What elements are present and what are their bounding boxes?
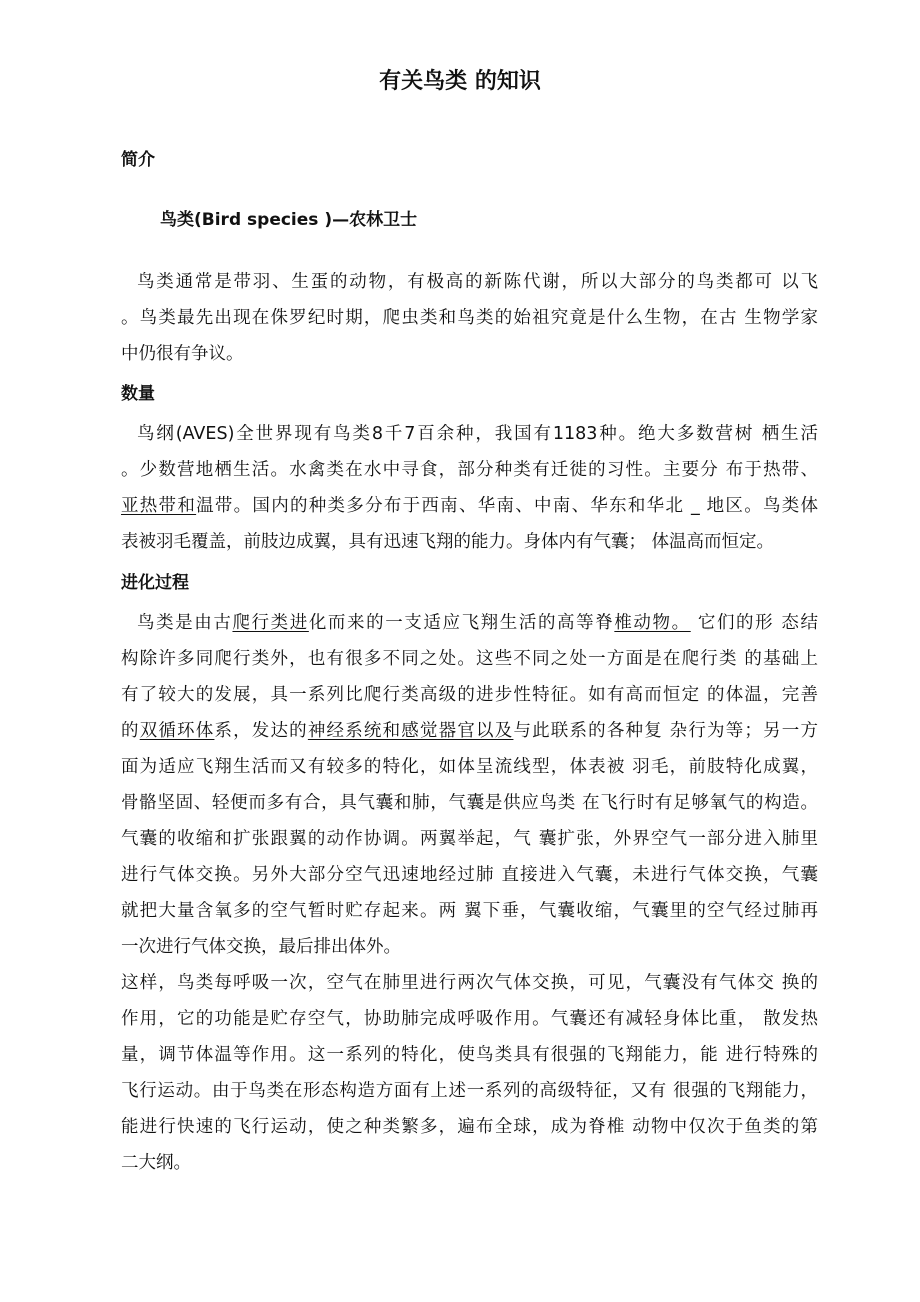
text-segment: 表被羽毛覆盖，前肢边成翼，具有迅速飞翔的能力。身体内有气囊； 体温高而恒定。 [121, 532, 775, 552]
text-segment: 系，发达的 [214, 721, 308, 741]
text-segment: 构除许多同爬行类外，也有很多不同之处。这些不同之处一方面是在爬行类 的基础上 [121, 649, 818, 669]
paragraph-line [121, 683, 818, 707]
text-segment: 这样，鸟类每呼吸一次，空气在肺里进行两次气体交换，可见，气囊没有气体交 换的 [121, 973, 818, 993]
text-segment: 鸟类通常是带羽、生蛋的动物，有极高的新陈代谢，所以大部分的鸟类都可 以飞 [137, 272, 818, 292]
text-segment: 一次进行气体交换，最后排出体外。 [121, 937, 401, 957]
paragraph-line [121, 1079, 818, 1103]
text-segment: 有了较大的发展，具一系列比爬行类高级的进步性特征。如有高而恒定 的体温，完善 [121, 685, 818, 705]
paragraph-line [121, 899, 818, 923]
text-segment: 。少数营地栖生活。水禽类在水中寻食，部分种类有迁徙的习性。主要分 布于热带、 [121, 460, 818, 480]
text-segment: 进行气体交换。另外大部分空气迅速地经过肺 直接进入气囊，未进行气体交换，气囊 [121, 865, 818, 885]
subtitle: 鸟类(Bird species )—农林卫士 [160, 210, 418, 230]
paragraph-line [121, 791, 818, 815]
paragraph-line [121, 1007, 818, 1031]
underlined-text: 双循环体 [139, 721, 215, 741]
paragraph-line [121, 530, 818, 554]
paragraph-line [121, 647, 818, 671]
heading-evolution: 进化过程 [121, 573, 189, 593]
document-title: 有关鸟类 的知识 [379, 69, 541, 94]
paragraph-line [121, 1043, 818, 1067]
text-segment: 就把大量含氧多的空气暂时贮存起来。两 翼下垂，气囊收缩，气囊里的空气经过肺再 [121, 901, 818, 921]
paragraph-line [121, 306, 818, 330]
paragraph-line [137, 611, 818, 635]
text-segment: 化而来的一支适应飞翔生活的高等脊 [308, 613, 615, 633]
underlined-text: 爬行类进 [232, 613, 309, 633]
underlined-text: 神经系统和感觉器官以及 [307, 721, 514, 741]
text-segment: 与此联系的各种复 杂行为等；另一方 [513, 721, 818, 741]
text-segment: 气囊的收缩和扩张跟翼的动作协调。两翼举起，气 囊扩张，外界空气一部分进入肺里 [121, 829, 818, 849]
paragraph-line [121, 342, 818, 366]
paragraph-line [121, 1151, 818, 1175]
text-segment: 飞行运动。由于鸟类在形态构造方面有上述一系列的高级特征，又有 很强的飞翔能力， [121, 1081, 818, 1101]
paragraph-line [121, 827, 818, 851]
paragraph-line [121, 971, 818, 995]
paragraph-line [137, 422, 818, 446]
text-segment: 温带。国内的种类多分布于西南、华南、中南、华东和华北 _ 地区。鸟类体 [196, 496, 819, 516]
paragraph-line [121, 458, 818, 482]
heading-intro: 简介 [121, 150, 155, 170]
underlined-text: 椎动物。 [614, 613, 691, 633]
paragraph-line [137, 270, 818, 294]
text-segment: 骨骼坚固、轻便而多有合，具气囊和肺，气囊是供应鸟类 在飞行时有足够氧气的构造。 [121, 793, 818, 813]
paragraph-line [121, 1115, 818, 1139]
paragraph-line [121, 755, 818, 779]
text-segment: 中仍很有争议。 [121, 344, 244, 364]
underlined-text: 亚热带和 [121, 496, 197, 516]
text-segment: 二大纲。 [121, 1153, 191, 1173]
text-segment: 面为适应飞翔生活而又有较多的特化，如体呈流线型，体表被 羽毛，前肢特化成翼， [121, 757, 818, 777]
text-segment: 它们的形 态结 [690, 613, 818, 633]
text-segment: 鸟类是由古 [137, 613, 233, 633]
paragraph-line [121, 719, 818, 743]
text-segment: 作用，它的功能是贮存空气，协助肺完成呼吸作用。气囊还有减轻身体比重， 散发热 [121, 1009, 818, 1029]
text-segment: 鸟纲(AVES)全世界现有鸟类8千7百余种，我国有1183种。绝大多数营树 栖生活 [137, 424, 818, 444]
text-segment: 能进行快速的飞行运动，使之种类繁多，遍布全球，成为脊椎 动物中仅次于鱼类的第 [121, 1117, 818, 1137]
text-segment: 量，调节体温等作用。这一系列的特化，使鸟类具有很强的飞翔能力，能 进行特殊的 [121, 1045, 818, 1065]
paragraph-line [121, 935, 818, 959]
text-segment: 的 [121, 721, 140, 741]
heading-count: 数量 [121, 384, 155, 404]
paragraph-line [121, 863, 818, 887]
text-segment: 。鸟类最先出现在侏罗纪时期，爬虫类和鸟类的始祖究竟是什么生物，在古 生物学家 [121, 308, 818, 328]
paragraph-line [121, 494, 818, 518]
